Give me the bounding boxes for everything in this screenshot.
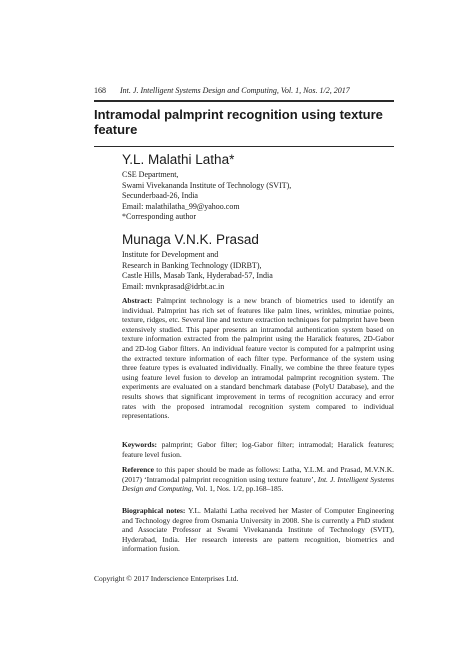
keywords-paragraph	[122, 440, 394, 459]
reference-journal: Int. J. Intelligent Systems Design and Computing	[122, 474, 394, 494]
abstract-label: Abstract:	[122, 296, 153, 305]
page-number: 168	[94, 86, 106, 95]
bio-text: Y.L. Malathi Latha received her Master of Computer Engineering and Technology degree from Osmania University in 2008. She is currently a PhD student and Associate Professor at Swami Vivekananda Institute of Technology (SVIT), Hyderabad, India. Her research interests are pattern recognition, biometrics and information fusion.	[122, 506, 394, 554]
keywords-label: Keywords:	[122, 440, 157, 449]
copyright-notice: Copyright © 2017 Inderscience Enterprises Ltd.	[94, 574, 239, 583]
reference-text: to this paper should be made as follows: Latha, Y.L.M. and Prasad, M.V.N.K. (2017) ‘Intramodal palmprint recognition using texture feature’,	[122, 465, 394, 484]
author-name-2: Munaga V.N.K. Prasad	[122, 232, 259, 247]
running-header	[94, 86, 394, 95]
corresponding-note: *Corresponding author	[122, 212, 196, 221]
reference-paragraph	[122, 465, 394, 494]
abstract-text: Palmprint technology is a new branch of biometrics used to identify an individual. Palmprint has rich set of features like palm lines, wrinkles, minutiae points, texture, ridges, etc. Several line and texture extraction techniques for palmprint have been extensively studied. This paper presents an intramodal authentication system based on texture information extracted from the palmprint using the Haralick features, 2D-Gabor and 2D-log Gabor filters. An individual feature vector is computed for a palmprint using the extracted texture information of each filter type. Performance of the system using three feature types is evaluated individually. Finally, we combine the three feature types using feature level fusion to develop an intramodal palmprint recognition system. The experiments are evaluated on a standard benchmark database (PolyU Database), and the results shows that significant improvement in terms of recognition accuracy and error rates with the proposed intramodal recognition system compared to individual representations.	[122, 296, 394, 421]
reference-pages: , Vol. 1, Nos. 1/2, pp.168–185.	[191, 484, 284, 494]
author-email-1: Email: malathilatha_99@yahoo.com	[122, 201, 240, 211]
affiliation-line: Research in Banking Technology (IDRBT),	[122, 260, 262, 270]
author-email-2: Email: mvnkprasad@idrbt.ac.in	[122, 281, 225, 291]
biographical-notes-paragraph	[122, 506, 394, 554]
affiliation-line: Swami Vivekananda Institute of Technology (SVIT),	[122, 180, 292, 190]
journal-citation: Int. J. Intelligent Systems Design and Computing, Vol. 1, Nos. 1/2, 2017	[120, 86, 350, 95]
reference-label: Reference	[122, 465, 154, 474]
keywords-text: palmprint; Gabor filter; log-Gabor filter; intramodal; Haralick features; feature level fusion.	[122, 440, 394, 459]
author-affiliation-2	[122, 250, 394, 292]
affiliation-line: Institute for Development and	[122, 250, 219, 259]
affiliation-line: Castle Hills, Masab Tank, Hyderabad-57, India	[122, 271, 273, 280]
affiliation-line: Secunderbaad-26, India	[122, 191, 198, 200]
bio-label: Biographical notes:	[122, 506, 186, 515]
author-affiliation-1	[122, 170, 394, 223]
title-rule-top	[94, 100, 394, 102]
affiliation-line: CSE Department,	[122, 170, 179, 179]
title-rule-bottom	[94, 146, 394, 147]
paper-title: Intramodal palmprint recognition using texture feature	[94, 107, 383, 137]
abstract-paragraph	[122, 296, 394, 421]
author-name-1: Y.L. Malathi Latha*	[122, 152, 235, 167]
